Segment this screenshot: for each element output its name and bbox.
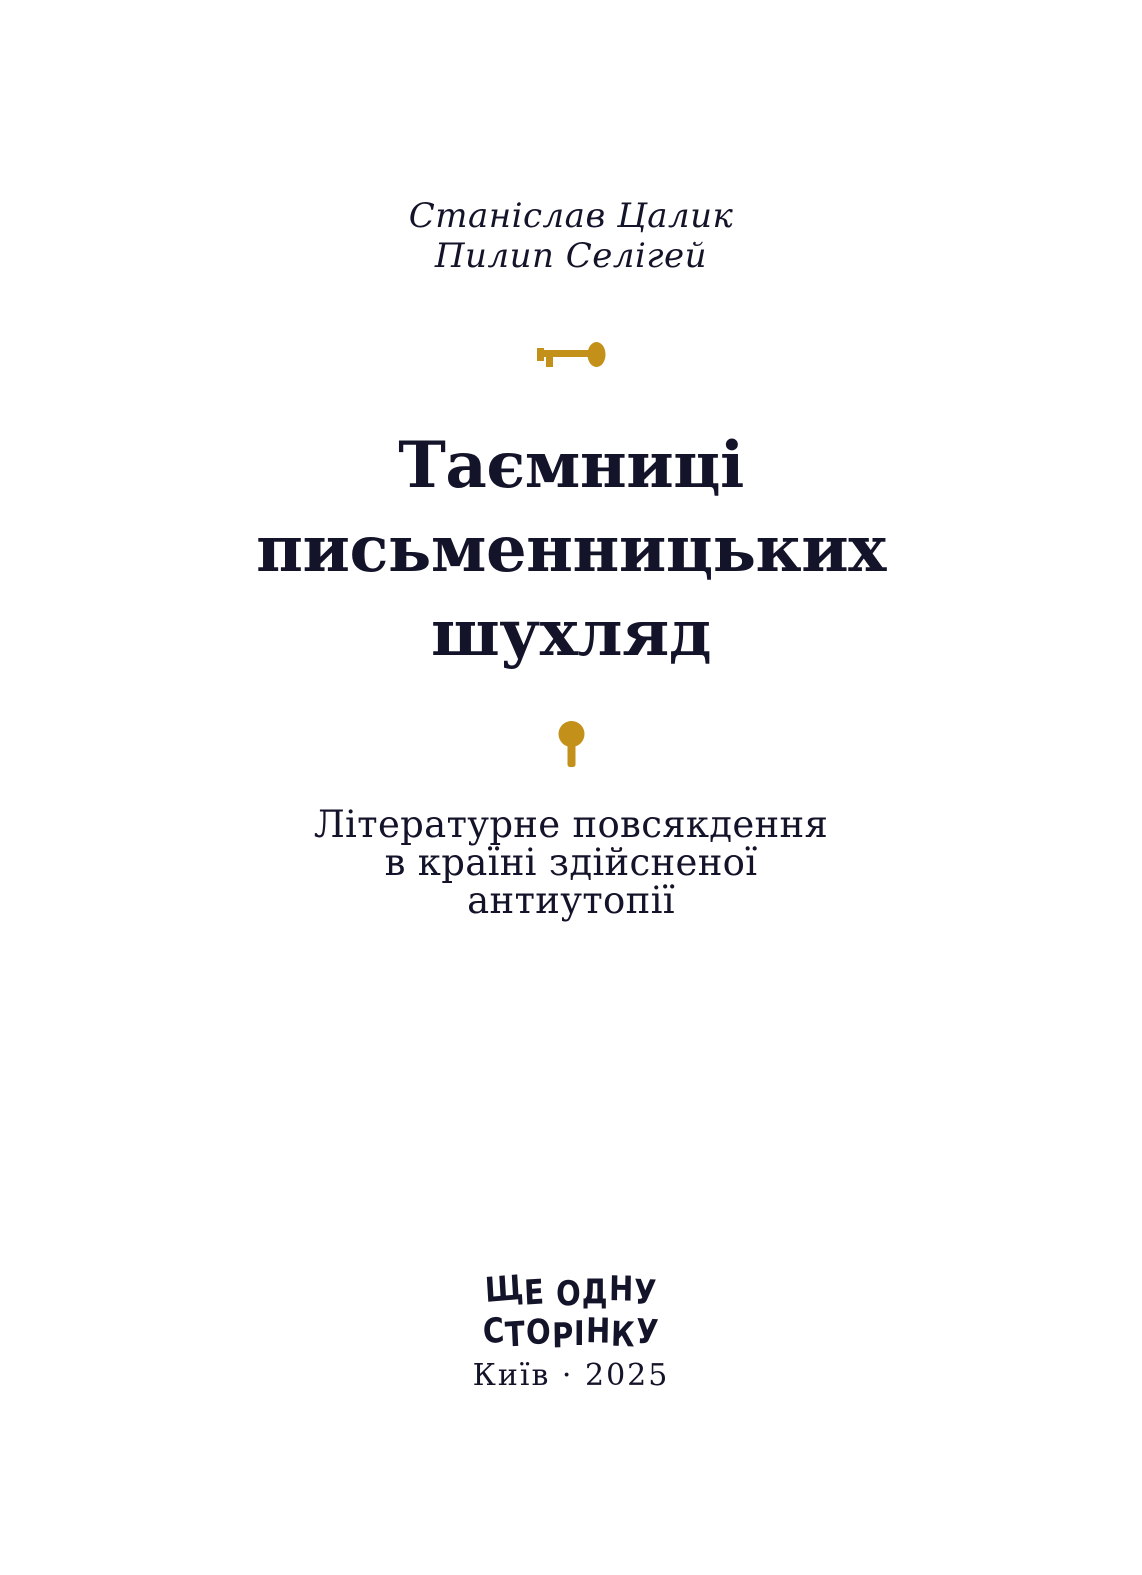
book-title-line-2: письменницьких — [256, 512, 886, 587]
subtitle-line-3: антиутопії — [467, 879, 675, 922]
subtitle-line-2: в країні здійсненої — [384, 841, 758, 884]
author-name-2: Пилип Селігей — [434, 236, 708, 276]
subtitle-line-1: Літературне повсякдення — [313, 803, 829, 846]
publisher-logo-line-1: ЩЕ ОДНУ — [483, 1267, 658, 1314]
book-subtitle — [0, 803, 1142, 922]
book-title-line-3: шухляд — [431, 596, 711, 671]
publisher-logo — [0, 1267, 1142, 1356]
key-icon — [0, 342, 1142, 369]
imprint-city-year: Київ · 2025 — [472, 1358, 670, 1393]
keyhole-icon — [0, 721, 1142, 768]
author-name-1: Станіслав Цалик — [408, 196, 734, 236]
publisher-logo-line-2: СТОРІНКУ — [481, 1309, 661, 1356]
authors-block — [0, 196, 1142, 276]
book-title — [0, 424, 1142, 676]
book-title-line-1: Таємниці — [398, 428, 744, 503]
